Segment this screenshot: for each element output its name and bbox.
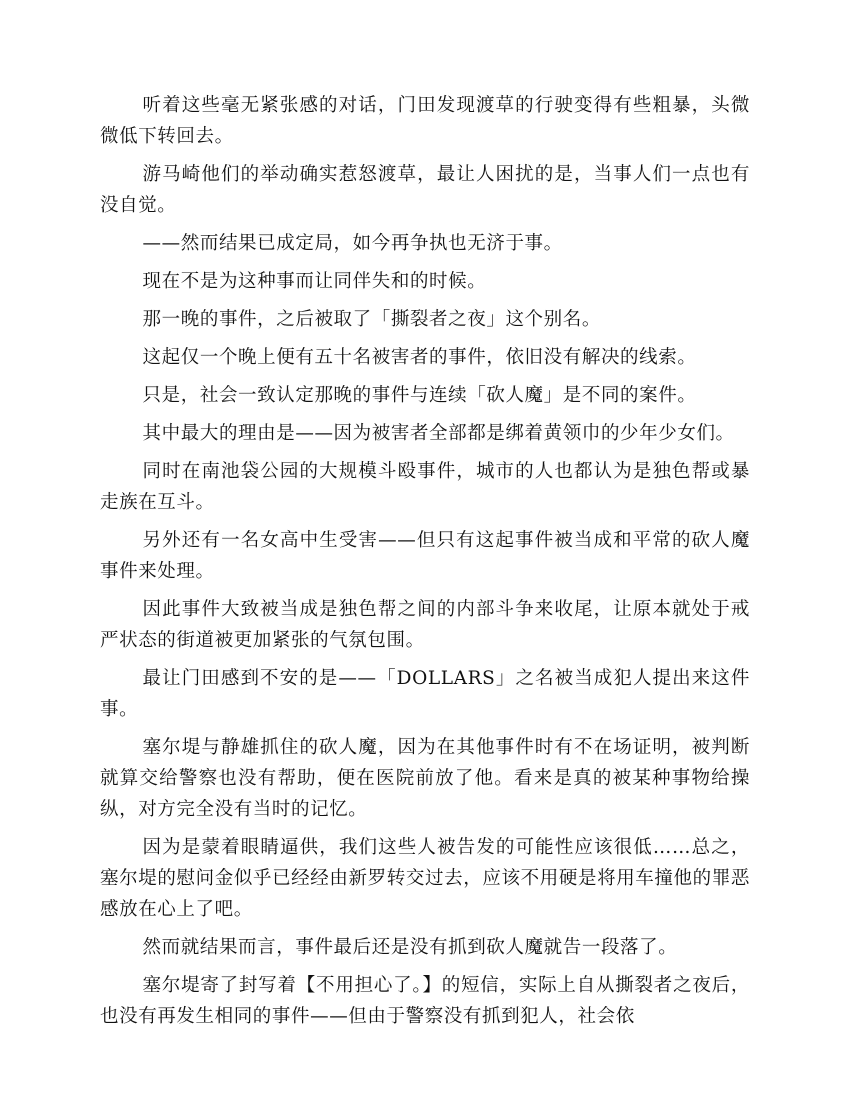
paragraph: 最让门田感到不安的是——「DOLLARS」之名被当成犯人提出来这件事。 — [100, 668, 750, 720]
paragraph: 其中最大的理由是——因为被害者全部都是绑着黄领巾的少年少女们。 — [142, 423, 735, 444]
paragraph: 那一晚的事件，之后被取了「撕裂者之夜」这个别名。 — [142, 309, 601, 330]
paragraph: 因此事件大致被当成是独色帮之间的内部斗争来收尾，让原本就处于戒严状态的街道被更加紧张的气氛包围。 — [100, 599, 750, 651]
paragraph: 这起仅一个晚上便有五十名被害者的事件，依旧没有解决的线索。 — [142, 347, 697, 368]
paragraph: 听着这些毫无紧张感的对话，门田发现渡草的行驶变得有些粗暴，头微微低下转回去。 — [100, 95, 750, 147]
paragraph: ——然而结果已成定局，如今再争执也无济于事。 — [142, 233, 563, 254]
paragraph: 因为是蒙着眼睛逼供，我们这些人被告发的可能性应该很低……总之，塞尔堤的慰问金似乎已经经由新罗转交过去，应该不用硬是将用车撞他的罪恶感放在心上了吧。 — [100, 837, 750, 920]
paragraph: 塞尔堤寄了封写着【不用担心了。】的短信，实际上自从撕裂者之夜后，也没有再发生相同的事件——但由于警察没有抓到犯人，社会依 — [100, 975, 750, 1027]
document-body — [100, 90, 750, 1039]
paragraph: 只是，社会一致认定那晚的事件与连续「砍人魔」是不同的案件。 — [142, 385, 697, 406]
paragraph: 游马崎他们的举动确实惹怒渡草，最让人困扰的是，当事人们一点也有没自觉。 — [100, 164, 750, 216]
paragraph: 另外还有一名女高中生受害——但只有这起事件被当成和平常的砍人魔事件来处理。 — [100, 530, 750, 582]
paragraph: 现在不是为这种事而让同伴失和的时候。 — [142, 271, 487, 292]
paragraph: 同时在南池袋公园的大规模斗殴事件，城市的人也都认为是独色帮或暴走族在互斗。 — [100, 461, 750, 513]
paragraph: 塞尔堤与静雄抓住的砍人魔，因为在其他事件时有不在场证明，被判断就算交给警察也没有帮助，便在医院前放了他。看来是真的被某种事物给操纵，对方完全没有当时的记忆。 — [100, 737, 750, 820]
paragraph: 然而就结果而言，事件最后还是没有抓到砍人魔就告一段落了。 — [142, 937, 678, 958]
